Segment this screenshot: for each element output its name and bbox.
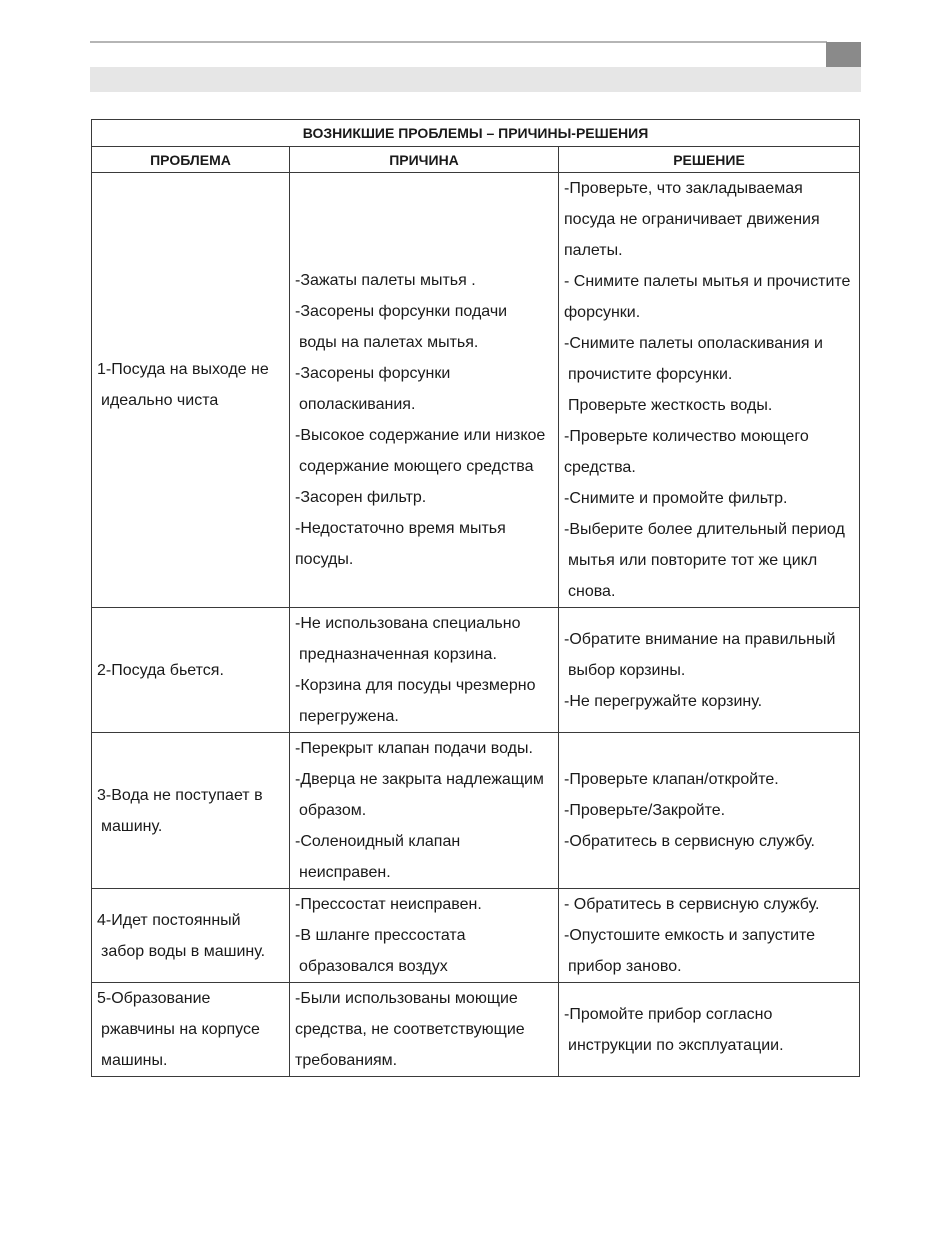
table-row [92,733,860,889]
problem-line: машину. [101,817,163,835]
solution-cell [559,173,860,608]
cause-line: -Засорен фильтр. [295,489,427,506]
solution-cell [559,983,860,1077]
solution-line: палеты. [564,242,623,259]
cause-line: образовался воздух [299,958,448,975]
header-tab [826,42,861,67]
cause-cell [290,983,559,1077]
cause-line: -Засорены форсунки [295,365,451,382]
solution-line: инструкции по эксплуатации. [568,1036,784,1054]
cause-line: -Высокое содержание или низкое [295,427,546,444]
solution-line: прочистите форсунки. [568,366,733,383]
cause-line: содержание моющего средства [299,458,534,475]
table-row [92,983,860,1077]
cause-line: -Зажаты палеты мытья . [295,272,476,289]
cause-line: перегружена. [299,708,399,725]
solution-line: -Проверьте клапан/откройте. [564,771,779,788]
cause-line: -Дверца не закрыта надлежащим [295,771,544,788]
problem-line: ржавчины на корпусе [101,1021,260,1038]
solution-cell [559,889,860,983]
problem-cell [92,889,290,983]
cause-line: -Засорены форсунки подачи [295,303,508,320]
cause-line: посуды. [295,551,354,568]
solution-line: мытья или повторите тот же цикл [568,552,818,569]
cause-line: -Перекрыт клапан подачи воды. [295,740,533,757]
problem-line: забор воды в машину. [101,942,266,960]
column-header-cause: ПРИЧИНА [290,147,559,173]
cause-line: -Соленоидный клапан [295,833,461,850]
cause-line: -В шланге прессостата [295,927,466,944]
solution-line: - Обратитесь в сервисную службу. [564,896,820,913]
cause-line: воды на палетах мытья. [299,334,479,351]
table-row [92,173,860,608]
solution-line: -Проверьте, что закладываемая [564,180,803,197]
solution-line: форсунки. [564,304,641,321]
solution-line: -Проверьте/Закройте. [564,802,726,819]
cause-line: ополаскивания. [299,396,416,413]
cause-line: -Не использована специально [295,615,521,632]
table-row [92,608,860,733]
solution-line: -Промойте прибор согласно [564,1005,773,1023]
solution-cell [559,733,860,889]
solution-line: - Снимите палеты мытья и прочистите [564,273,851,290]
solution-line: -Проверьте количество моющего [564,428,809,445]
problem-line: 5-Образование [97,990,211,1007]
column-header-problem: ПРОБЛЕМА [92,147,290,173]
cause-cell [290,889,559,983]
problem-line: идеально чиста [101,392,219,409]
problem-line: машины. [101,1052,168,1069]
solution-line: -Выберите более длительный период [564,521,845,538]
problem-line: 4-Идет постоянный [97,911,241,929]
solution-line: -Опустошите емкость и запустите [564,927,816,944]
cause-line: предназначенная корзина. [299,646,497,663]
solution-line: прибор заново. [568,958,682,975]
solution-line: выбор корзины. [568,661,686,679]
solution-line: -Обратитесь в сервисную службу. [564,833,815,850]
problem-cell [92,733,290,889]
problem-line: 3-Вода не поступает в [97,786,263,804]
solution-line: посуда не ограничивает движения [564,211,820,228]
table-row [92,889,860,983]
solution-line: снова. [568,583,616,600]
header-band [90,67,861,92]
column-header-solution: РЕШЕНИЕ [559,147,860,173]
solution-line: -Снимите и промойте фильтр. [564,490,788,507]
problem-cell [92,983,290,1077]
problem-cell [92,608,290,733]
cause-cell [290,608,559,733]
problem-cell [92,173,290,608]
cause-line: образом. [299,802,367,819]
solution-line: -Снимите палеты ополаскивания и [564,335,823,352]
troubleshooting-table [91,119,860,1077]
cause-line: -Были использованы моющие [295,990,518,1007]
cause-line: требованиям. [295,1052,398,1069]
problem-line: 2-Посуда бьется. [97,661,224,679]
solution-line: средства. [564,459,636,476]
header-rule [90,41,827,43]
cause-line: -Прессостат неисправен. [295,896,482,913]
cause-line: неисправен. [299,864,391,881]
cause-line: -Корзина для посуды чрезмерно [295,677,536,694]
cause-cell [290,173,559,608]
solution-line: -Не перегружайте корзину. [564,692,763,710]
problem-line: 1-Посуда на выходе не [97,361,269,378]
solution-line: -Обратите внимание на правильный [564,630,836,648]
cause-cell [290,733,559,889]
cause-line: средства, не соответствующие [295,1021,525,1038]
table-title: ВОЗНИКШИЕ ПРОБЛЕМЫ – ПРИЧИНЫ-РЕШЕНИЯ [92,120,860,147]
solution-line: Проверьте жесткость воды. [568,397,773,414]
solution-cell [559,608,860,733]
cause-line: -Недостаточно время мытья [295,520,506,537]
